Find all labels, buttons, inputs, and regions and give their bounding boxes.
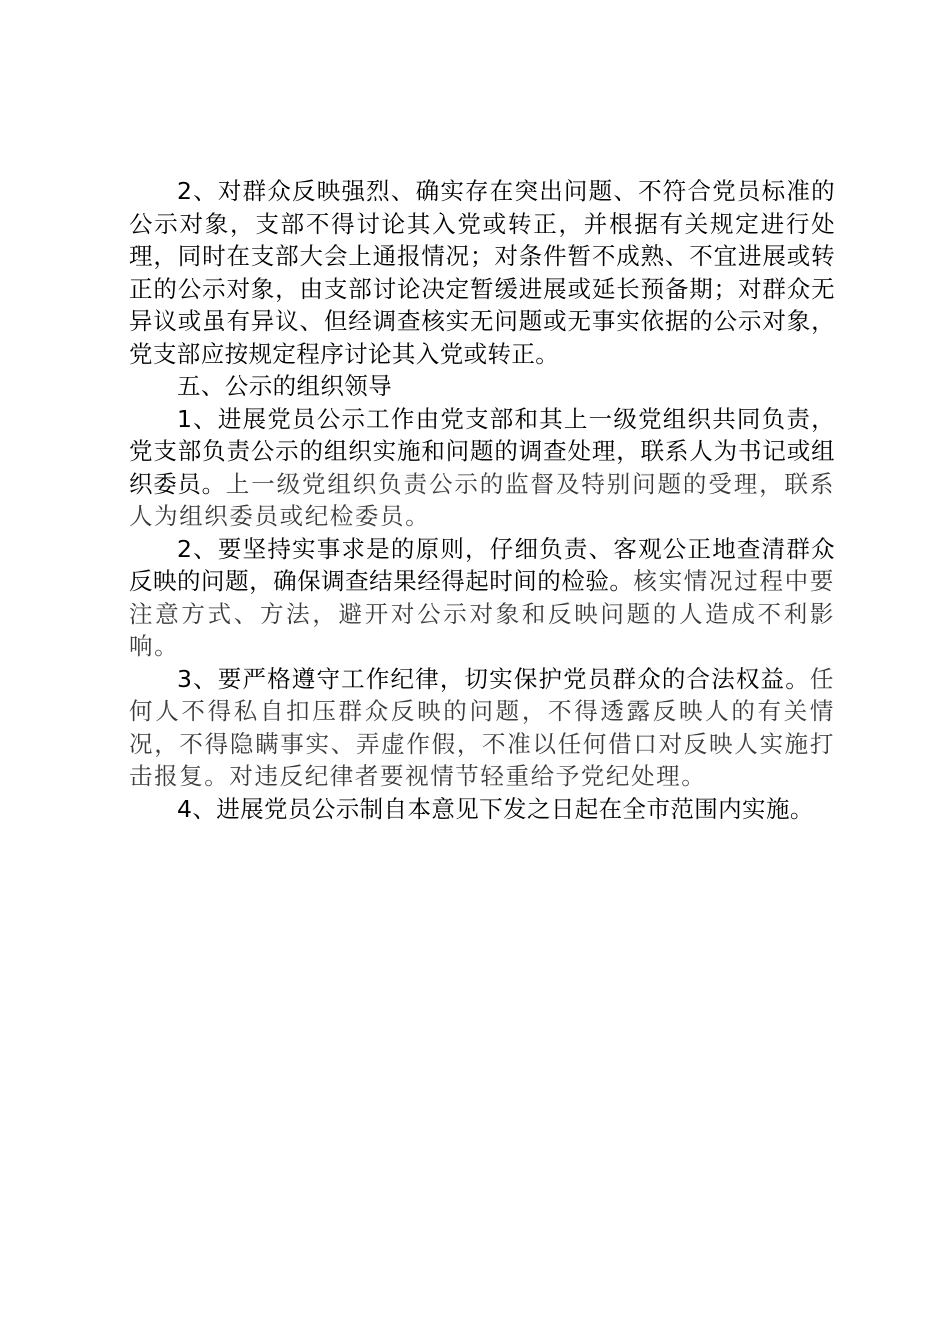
section-heading-organization [129, 371, 835, 404]
paragraph-text-continued: 核实情况过程中要注意方式、方法，避开对公示对象和反映问题的人造成不利影响。 [129, 567, 835, 660]
paragraph-text: 2、要坚持实事求是的原则，仔细负责、客观公正地查清群众反映的问题，确保调查结果经得起时间的检验。 [129, 534, 835, 595]
document-body [129, 176, 835, 826]
paragraph-text: 3、要严格遵守工作纪律，切实保护党员群众的合法权益。 [177, 664, 810, 693]
paragraph-text-continued: 任何人不得私自扣压群众反映的问题，不得透露反映人的有关情况，不得隐瞒事实、弄虚作假，不准以任何借口对反映人实施打击报复。对违反纪律者要视情节轻重给予党纪处理。 [129, 664, 835, 790]
paragraph-text-continued: 上一级党组织负责公示的监督及特别问题的受理，联系人为组织委员或纪检委员。 [129, 469, 835, 530]
paragraph-fact-finding [129, 534, 835, 664]
paragraph-text: 1、进展党员公示工作由党支部和其上一级党组织共同负责，党支部负责公示的组织实施和问题的调查处理，联系人为书记或组织委员。 [129, 404, 835, 498]
paragraph-publicity-handling [129, 176, 835, 371]
heading-text: 五、公示的组织领导 [177, 372, 393, 400]
paragraph-discipline [129, 664, 835, 794]
paragraph-effective-date [129, 794, 835, 827]
paragraph-responsibility [129, 404, 835, 534]
paragraph-text: 2、对群众反映强烈、确实存在突出问题、不符合党员标准的公示对象，支部不得讨论其入党或转正，并根据有关规定进行处理，同时在支部大会上通报情况；对条件暂不成熟、不宜进展或转正的公示对象，由支部讨论决定暂缓进展或延长预备期；对群众无异议或虽有异议、但经调查核实无问题或无事实依据的公示对象，党支部应按规定程序讨论其入党或转正。 [129, 177, 835, 368]
paragraph-text: 4、进展党员公示制自本意见下发之日起在全市范围内实施。 [177, 794, 814, 823]
